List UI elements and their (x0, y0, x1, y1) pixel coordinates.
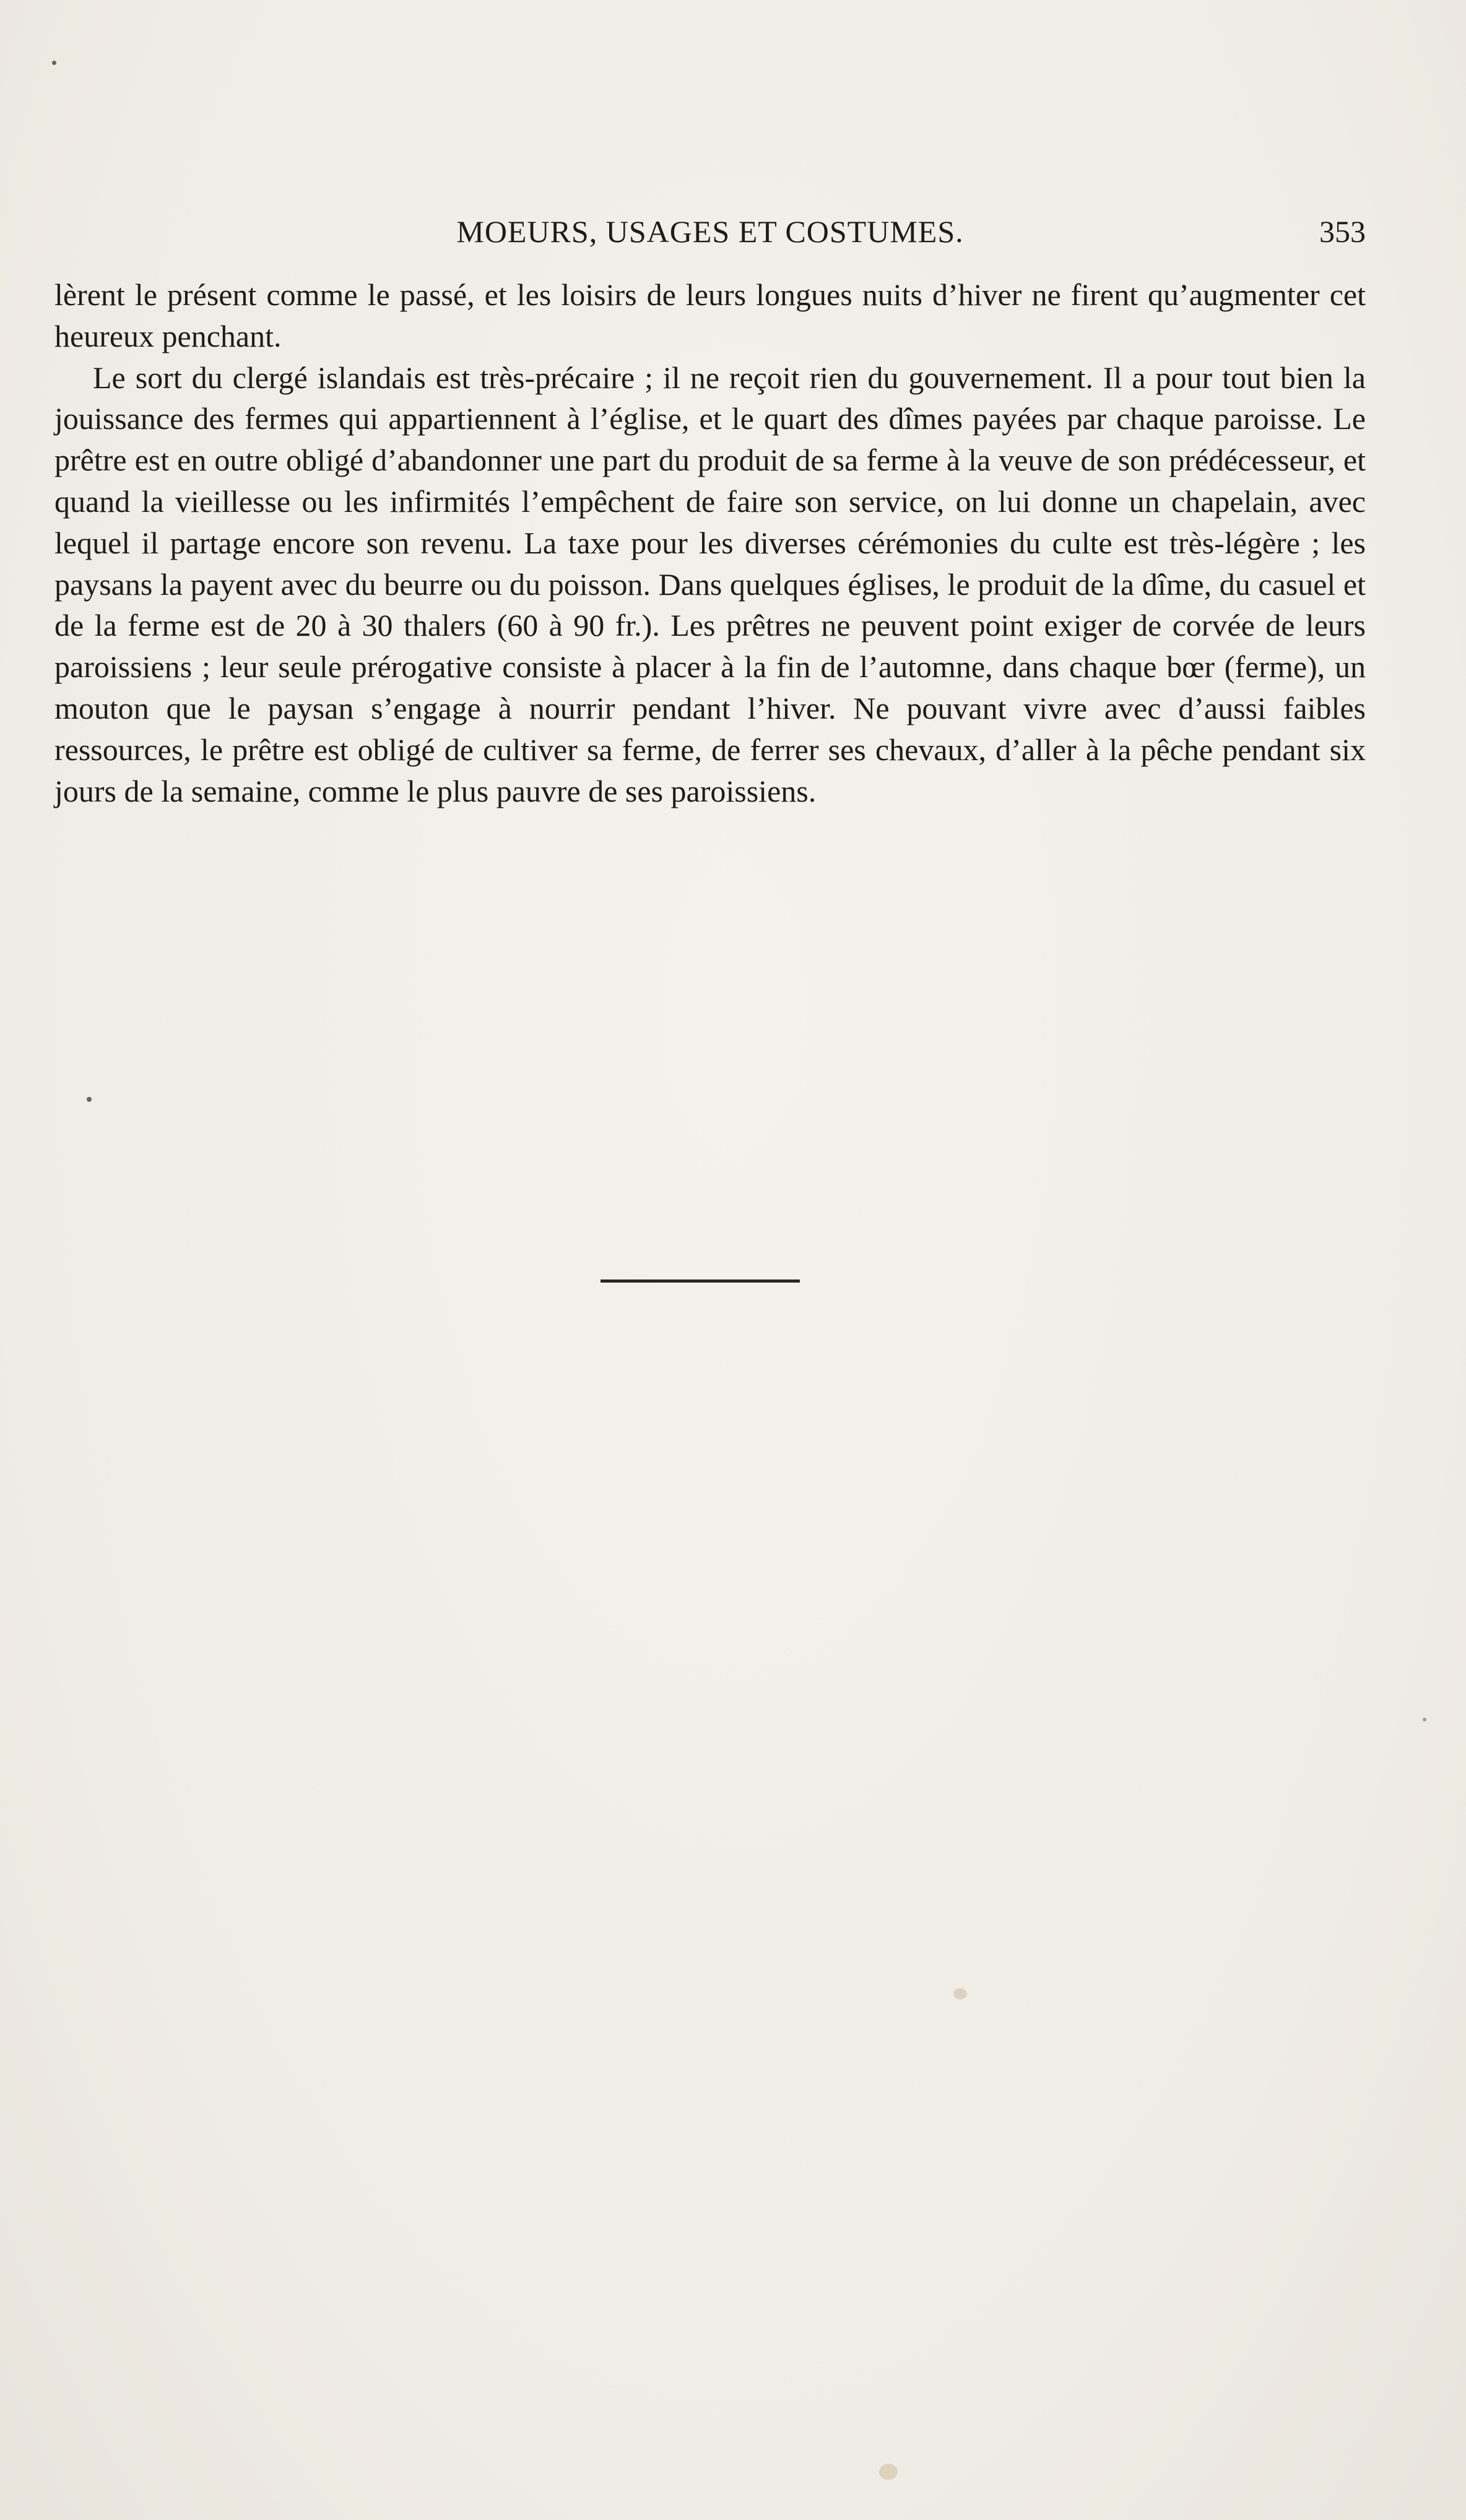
section-end-rule (601, 1279, 800, 1283)
paper-speck (87, 1097, 92, 1102)
paragraph-clergy: Le sort du clergé islandais est très-précaire ; il ne reçoit rien du gouvernement. Il a pour tout bien la jouissance des fermes qui appartiennent à l’église, et le quart des dîmes payées par chaque paroisse. Le prêtre est en outre obligé d’abandonner une part du produit de sa ferme à la veuve de son prédécesseur, et quand la vieillesse ou les infirmités l’empêchent de faire son service, on lui donne un chapelain, avec lequel il partage encore son revenu. La taxe pour les diverses cérémonies du culte est très-légère ; les paysans la payent avec du beurre ou du poisson. Dans quelques églises, le produit de la dîme, du casuel et de la ferme est de 20 à 30 thalers (60 à 90 fr.). Les prêtres ne peuvent point exiger de corvée de leurs paroissiens ; leur seule prérogative consiste à placer à la fin de l’automne, dans chaque bœr (ferme), un mouton que le paysan s’engage à nourrir pendant l’hiver. Ne pouvant vivre avec d’aussi faibles ressources, le prêtre est obligé de cultiver sa ferme, de ferrer ses chevaux, d’aller à la pêche pendant six jours de la semaine, comme le plus pauvre de ses paroissiens. (54, 360, 1366, 808)
running-title: MOEURS, USAGES ET COSTUMES. (456, 214, 964, 249)
page-header (54, 214, 1366, 251)
paragraph-continuation: lèrent le présent comme le passé, et les loisirs de leurs longues nuits d’hiver ne firent qu’augmenter cet heureux penchant. (54, 277, 1366, 353)
body-text (54, 274, 1366, 812)
paper-speck (953, 1988, 967, 1999)
page-number: 353 (1319, 214, 1366, 249)
paper-speck (879, 2464, 898, 2480)
paper-speck (52, 61, 56, 65)
paper-speck (1423, 1718, 1426, 1721)
